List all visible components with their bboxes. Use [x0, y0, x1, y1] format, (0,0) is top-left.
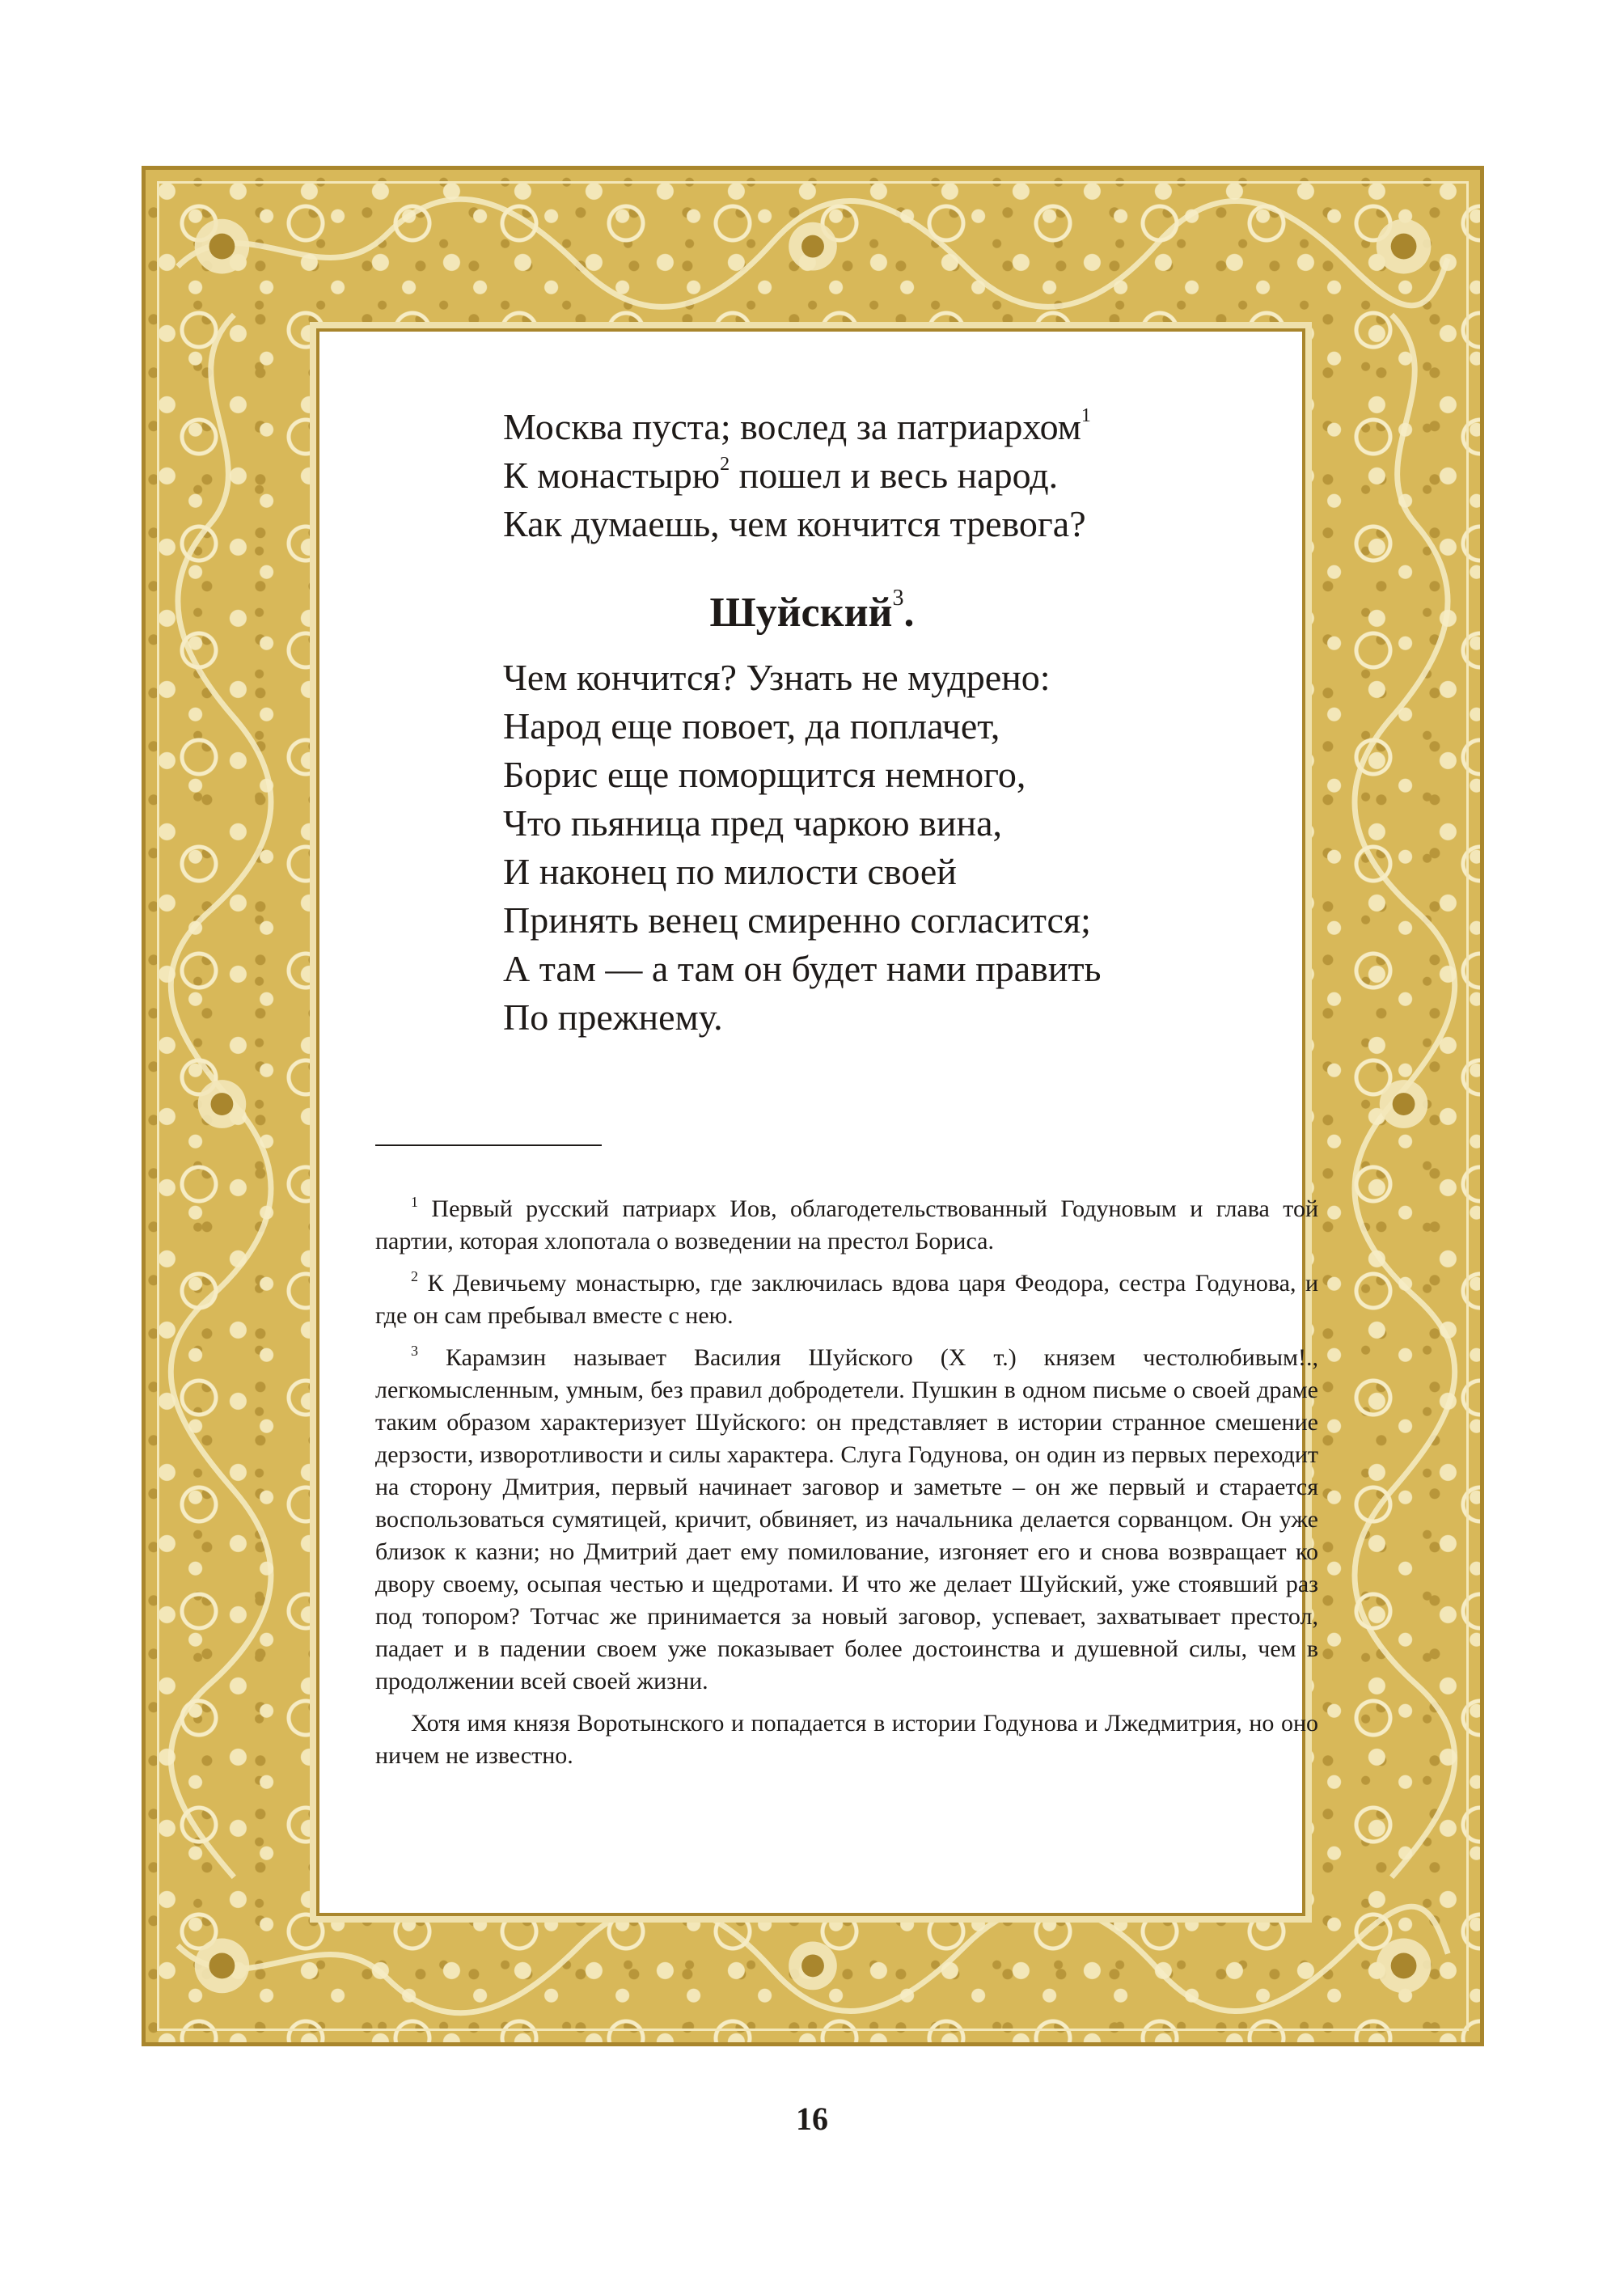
- footnote-divider: [375, 1144, 602, 1146]
- verse-line: И наконец по милости своей: [503, 851, 957, 892]
- speaker-heading: Шуйский$^3$.: [709, 586, 915, 636]
- footnote-2: $^2$ К Девичьему монастырю, где заключилась вдова царя Феодора, сестра Годунова, и где он сам пребывал вместе с нею.: [375, 1268, 1318, 1329]
- verse-line: Принять венец смиренно согласится;: [503, 899, 1091, 941]
- verse-line: Что пьяница пред чаркою вина,: [503, 802, 1003, 844]
- verse-line: А там — а там он будет нами править: [503, 948, 1102, 989]
- verse-line: К монастырю$^2$ пошел и весь народ.: [503, 454, 1059, 496]
- verse-line: Москва пуста; вослед за патриархом$^1$: [503, 405, 1091, 447]
- verse-line: Народ еще повоет, да поплачет,: [503, 705, 1000, 747]
- footnote-4: Хотя имя князя Воротынского и попадается в истории Годунова и Лжедмитрия, но оно ничем не известно.: [375, 1710, 1318, 1769]
- verse-bottom: [503, 654, 1102, 1042]
- verse-line: Борис еще поморщится немного,: [503, 754, 1026, 795]
- verse-top: [503, 403, 1091, 548]
- footnote-3: $^3$ Карамзин называет Василия Шуйского (X т.) князем честолюбивым!., легкомысленным, умным, без правил добродетели. Пушкин в одном письме о своей драме таким образом характеризует Шуйского: он представляет в истории странное смешение дерзости, изворотливости и силы характера. Слуга Годунова, он один из первых переходит на сторону Дмитрия, первый начинает заговор и заметьте – он же первый и старается воспользоваться сумятицей, кричит, обвиняет, из начальника делается сорванцом. Он уже близок к казни; но Дмитрий дает ему помилование, изгоняет его и снова возвращает ко двору своему, осыпая честью и щедротами. И что же делает Шуйский, уже стоявший раз под топором? Тотчас же принимается за новый заговор, успевает, захватывает престол, падает и в падении своем уже показывает более достоинства и душевной силы, чем в продолжении всей своей жизни.: [375, 1343, 1319, 1694]
- footnotes: [375, 1193, 1318, 1782]
- page-number: 16: [796, 2101, 828, 2137]
- verse-line: Чем кончится? Узнать не мудрено:: [503, 657, 1051, 698]
- footnote-1: $^1$ Первый русский патриарх Иов, облагодетельствованный Годуновым и глава той партии, которая хлопотала о возведении на престол Бориса.: [375, 1194, 1319, 1254]
- verse-line: По прежнему.: [503, 996, 723, 1038]
- footnote-ref: 1: [1081, 405, 1091, 426]
- verse-line: Как думаешь, чем кончится тревога?: [503, 503, 1086, 544]
- footnote-ref: 2: [720, 454, 730, 475]
- footnote-ref: 3: [892, 586, 904, 611]
